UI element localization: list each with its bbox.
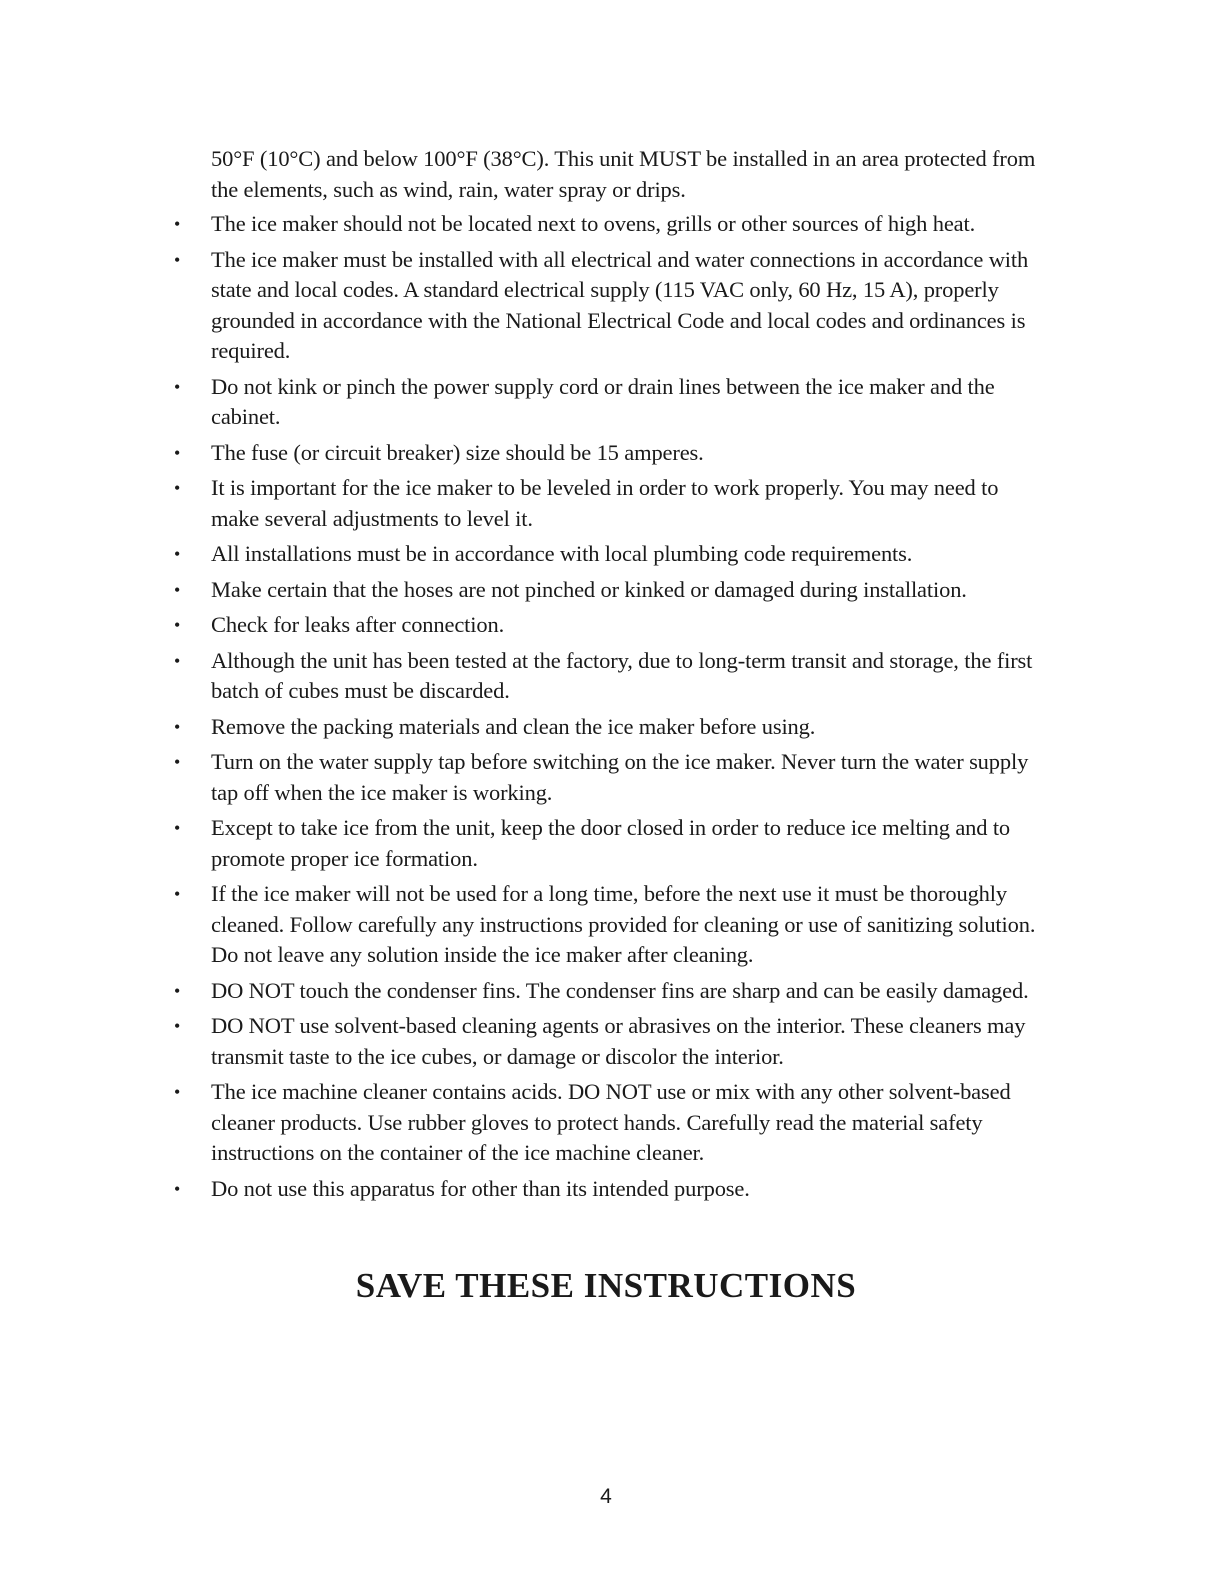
list-item-text: Turn on the water supply tap before switching on the ice maker. Never turn the water supply tap off when the ice maker is working.	[211, 749, 1029, 805]
bullet-icon: •	[174, 214, 181, 234]
list-item-text: Although the unit has been tested at the factory, due to long-term transit and storage, the first batch of cubes must be discarded.	[211, 647, 1033, 703]
list-item	[174, 372, 1044, 433]
bullet-icon: •	[174, 1178, 181, 1199]
list-item	[174, 245, 1044, 367]
list-item-text: Except to take ice from the unit, keep the door closed in order to reduce ice melting and to promote proper ice formation.	[211, 815, 1011, 871]
list-item	[174, 209, 1044, 240]
bullet-icon: •	[174, 376, 181, 397]
list-item-text: DO NOT touch the condenser fins. The condenser fins are sharp and can be easily damaged.	[211, 977, 1029, 1003]
bullet-icon: •	[174, 752, 181, 772]
bullet-icon: •	[174, 884, 181, 904]
list-item-text: Do not use this apparatus for other than its intended purpose.	[211, 1175, 750, 1201]
safety-bullet-list	[174, 209, 1044, 1204]
bullet-icon: •	[174, 615, 181, 635]
list-item	[174, 976, 1044, 1007]
list-item	[174, 1174, 1044, 1205]
list-item-text: Make certain that the hoses are not pinched or kinked or damaged during installation.	[211, 576, 967, 602]
list-item-text: Check for leaks after connection.	[211, 612, 505, 637]
list-item	[174, 712, 1044, 743]
list-item	[174, 747, 1044, 808]
list-item-text: If the ice maker will not be used for a long time, before the next use it must be thoroughly cleaned. Follow carefully any instructions provided for cleaning or use of sanitizing solution. Do not leave any solution inside the ice maker after cleaning.	[211, 881, 1036, 967]
bullet-icon: •	[174, 1016, 181, 1036]
list-item-text: Remove the packing materials and clean the ice maker before using.	[211, 713, 816, 739]
list-item	[174, 879, 1044, 971]
save-instructions-heading: SAVE THESE INSTRUCTIONS	[355, 1266, 857, 1305]
bullet-icon: •	[174, 442, 181, 463]
bullet-icon: •	[174, 716, 181, 737]
list-item-text: The ice maker should not be located next to ovens, grills or other sources of high heat.	[211, 211, 976, 236]
bullet-icon: •	[174, 544, 181, 564]
continued-paragraph: 50°F (10°C) and below 100°F (38°C). This unit MUST be installed in an area protected from the elements, such as wind, rain, water spray or drips.	[211, 146, 1036, 202]
list-item-text: The ice maker must be installed with all electrical and water connections in accordance with state and local codes. A standard electrical supply (115 VAC only, 60 Hz, 15 A), properly grounded in accordance with the National Electrical Code and local codes and ordinances is required.	[211, 246, 1029, 363]
list-item	[174, 813, 1044, 874]
document-body	[174, 144, 1044, 1209]
bullet-icon: •	[174, 650, 181, 671]
list-item-text: All installations must be in accordance with local plumbing code requirements.	[211, 541, 913, 566]
list-item	[174, 1011, 1044, 1072]
bullet-icon: •	[174, 1082, 181, 1102]
list-item-text: The fuse (or circuit breaker) size should be 15 amperes.	[211, 439, 704, 465]
bullet-icon: •	[174, 579, 181, 600]
list-item-text: DO NOT use solvent-based cleaning agents or abrasives on the interior. These cleaners may transmit taste to the ice cubes, or damage or discolor the interior.	[211, 1013, 1026, 1069]
bullet-icon: •	[174, 478, 181, 498]
list-item	[174, 1077, 1044, 1169]
list-item	[174, 473, 1044, 534]
bullet-icon: •	[174, 980, 181, 1001]
list-item	[174, 646, 1044, 707]
list-item	[174, 575, 1044, 606]
bullet-icon: •	[174, 818, 181, 838]
list-item-text: The ice machine cleaner contains acids. DO NOT use or mix with any other solvent-based cleaner products. Use rubber gloves to protect hands. Carefully read the material safety instructions on the container of the ice machine cleaner.	[211, 1079, 1011, 1165]
list-item	[174, 539, 1044, 570]
list-item-text: It is important for the ice maker to be leveled in order to work properly. You may need to make several adjustments to level it.	[211, 475, 999, 531]
bullet-icon: •	[174, 249, 181, 270]
list-item	[174, 610, 1044, 641]
list-item	[174, 438, 1044, 469]
page-number: 4	[600, 1485, 612, 1508]
list-item-text: Do not kink or pinch the power supply cord or drain lines between the ice maker and the cabinet.	[211, 373, 995, 429]
